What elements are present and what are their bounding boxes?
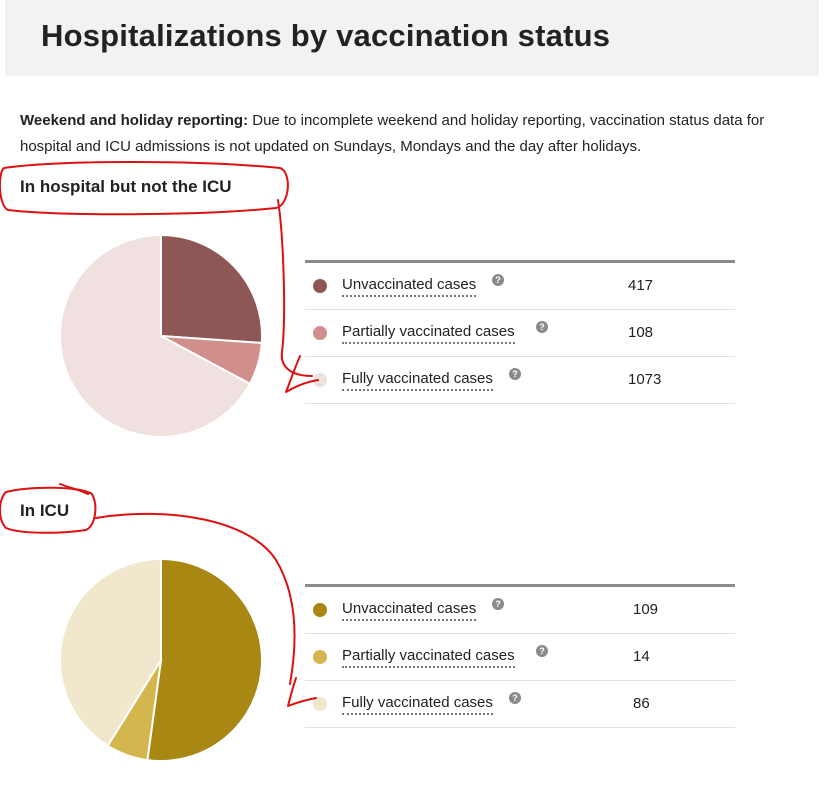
legend-value-fully-vaccinated: 1073 [628, 371, 662, 388]
notice-label: Weekend and holiday reporting: [20, 112, 249, 129]
legend-label-unvaccinated[interactable]: Unvaccinated cases [342, 600, 476, 621]
fully-vaccinated-swatch-icon [313, 373, 327, 387]
pie-slice-unvaccinated-cases[interactable] [161, 235, 262, 343]
legend-row-unvaccinated [305, 587, 735, 634]
legend-value-fully-vaccinated: 86 [633, 695, 650, 712]
unvaccinated-swatch-icon [313, 279, 327, 293]
legend-label-fully-vaccinated[interactable]: Fully vaccinated cases [342, 694, 493, 715]
page-header [5, 0, 819, 76]
legend-label-fully-vaccinated[interactable]: Fully vaccinated cases [342, 370, 493, 391]
partially-vaccinated-swatch-icon [313, 650, 327, 664]
pie-chart-icu [58, 557, 264, 763]
legend-value-partially-vaccinated: 108 [628, 324, 654, 341]
legend-row-partially-vaccinated [305, 634, 735, 681]
legend-value-unvaccinated: 109 [633, 601, 659, 618]
help-icon[interactable]: ? [536, 645, 548, 657]
legend-row-fully-vaccinated [305, 681, 735, 728]
legend-label-partially-vaccinated[interactable]: Partially vaccinated cases [342, 647, 515, 668]
legend-label-unvaccinated[interactable]: Unvaccinated cases [342, 276, 476, 297]
section-heading-hospital: In hospital but not the ICU [20, 177, 232, 196]
pie-slice-unvaccinated-cases[interactable] [147, 559, 262, 761]
partially-vaccinated-swatch-icon [313, 326, 327, 340]
help-icon[interactable]: ? [492, 598, 504, 610]
pie-chart-hospital [58, 233, 264, 439]
legend-row-partially-vaccinated [305, 310, 735, 357]
help-icon[interactable]: ? [536, 321, 548, 333]
help-icon[interactable]: ? [509, 692, 521, 704]
legend-row-fully-vaccinated [305, 357, 735, 404]
section-heading-icu: In ICU [20, 501, 70, 520]
reporting-notice [20, 108, 795, 160]
legend-row-unvaccinated [305, 263, 735, 310]
help-icon[interactable]: ? [509, 368, 521, 380]
page-title: Hospitalizations by vaccination status [41, 18, 611, 53]
legend-icu [305, 584, 735, 728]
legend-label-partially-vaccinated[interactable]: Partially vaccinated cases [342, 323, 515, 344]
legend-value-unvaccinated: 417 [628, 277, 654, 294]
notice-text: Due to incomplete weekend and holiday reporting, vaccination status data for hospital and ICU admissions is not updated on Sundays, Mondays and the day after holidays. [20, 112, 765, 155]
legend-value-partially-vaccinated: 14 [633, 648, 650, 665]
unvaccinated-swatch-icon [313, 603, 327, 617]
legend-hospital [305, 260, 735, 404]
fully-vaccinated-swatch-icon [313, 697, 327, 711]
annotation-tail-icu [60, 484, 88, 494]
help-icon[interactable]: ? [492, 274, 504, 286]
